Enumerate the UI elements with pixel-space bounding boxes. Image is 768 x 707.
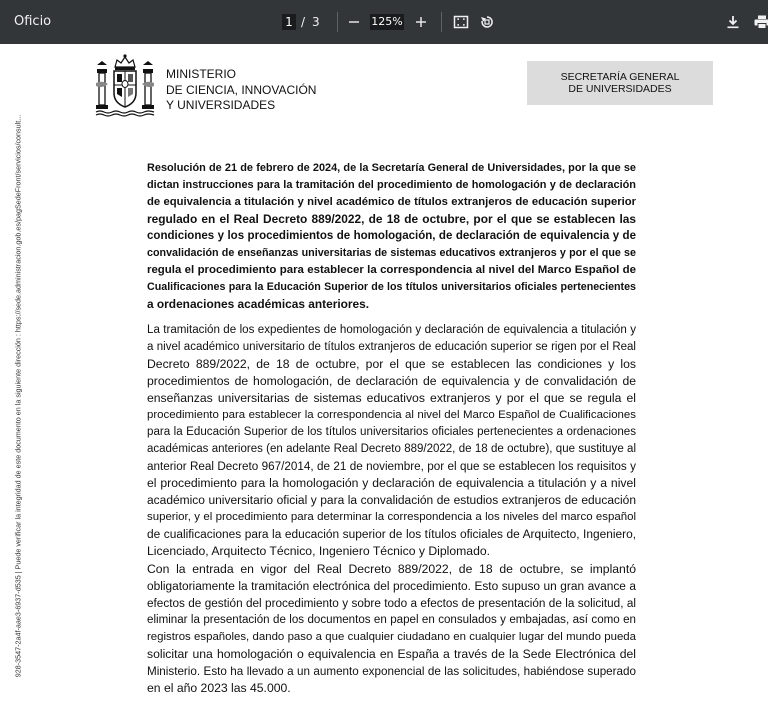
text-line: procedimientos de homologación, de declaración de equivalencia y de convalidación de — [147, 374, 636, 388]
zoom-in-button[interactable] — [411, 12, 431, 32]
print-icon — [754, 15, 768, 29]
text-line: convalidación de enseñanzas universitarias de sistemas educativos extranjeros y por el que se — [147, 247, 636, 259]
download-button[interactable] — [723, 12, 743, 32]
pdf-toolbar — [0, 0, 768, 44]
text-line: Cualificaciones para la Educación Superior de los títulos universitarios oficiales pertenecientes — [147, 281, 636, 293]
ministry-line: MINISTERIO — [166, 67, 237, 81]
paragraph-1 — [147, 322, 636, 560]
page-number-input[interactable]: 1 — [282, 14, 296, 30]
text-line: a ordenaciones académicas anteriores. — [147, 297, 370, 311]
coat-of-arms-icon — [94, 53, 156, 117]
text-line: condiciones y los procedimientos de homologación, de declaración de equivalencia y de — [147, 230, 636, 242]
total-pages: 3 — [312, 15, 320, 29]
text-line: académico universitario oficial y para la convalidación de estudios extranjeros de educación — [147, 493, 636, 507]
text-line: procedimiento para establecer la correspondencia al nivel del Marco Español de Cualificaciones — [147, 409, 636, 421]
text-line: regula el procedimiento para establecer la correspondencia al nivel del Marco Español de — [147, 264, 636, 276]
page-separator: / — [301, 15, 306, 29]
secretaria-line: SECRETARÍA GENERAL — [560, 71, 680, 83]
print-button[interactable] — [752, 12, 768, 32]
text-line: La tramitación de los expedientes de homologación y declaración de equivalencia a titulación y — [147, 324, 636, 336]
text-line: de cualificaciones para la educación superior de los títulos oficiales de Arquitecto, Ingeniero, — [147, 527, 636, 541]
fit-page-icon — [453, 14, 469, 30]
text-line: Licenciado, Arquitecto Técnico, Ingeniero Técnico y Diplomado. — [147, 544, 491, 558]
toolbar-divider — [441, 12, 442, 32]
text-line: dictan instrucciones para la tramitación del procedimiento de homologación y de declaración — [147, 179, 636, 191]
text-line: superior, y el procedimiento para determinar la correspondencia a los niveles del marco español — [147, 511, 636, 523]
text-line: Ministerio. Esto ha llevado a un aumento exponencial de las solicitudes, habiéndose superado — [147, 665, 636, 678]
text-line: para la Educación Superior de los títulos universitarios oficiales pertenecientes a ordenaciones — [147, 426, 636, 438]
text-line: Con la entrada en vigor del Real Decreto 889/2022, de 18 de octubre, se implantó — [147, 562, 636, 576]
side-note-text: 928-3547-2a4f-aae3-6937-d535 | Puede verificar la integridad de este documento en la siguiente dirección : https://sede.administracion.gob.es/pagSedeFront/servicios/consult... — [13, 114, 22, 678]
verification-side-note — [12, 86, 23, 706]
toolbar-divider — [337, 12, 338, 32]
secretaria-line: DE UNIVERSIDADES — [568, 83, 672, 95]
document-title: Oficio — [14, 14, 52, 29]
text-line: solicitar una homologación o equivalencia en España a través de la Sede Electrónica del — [147, 647, 636, 661]
text-line: anterior Real Decreto 967/2014, de 21 de noviembre, por el que se establecen los requisitos y — [147, 460, 636, 473]
text-line: enseñanzas universitarias de sistemas educativos extranjeros y por el que se regula el — [147, 391, 636, 405]
fit-to-page-button[interactable] — [451, 12, 471, 32]
minus-icon — [348, 16, 360, 28]
text-line: efectos de gestión del procedimiento y sobre todo a efectos de presentación de la solicitud, al — [147, 597, 636, 610]
ministry-line: DE CIENCIA, INNOVACIÓN — [166, 82, 317, 97]
text-line: obligatoriamente la tramitación electrónica del procedimiento. Esto supuso un gran avance a — [147, 579, 636, 593]
text-line: en el año 2023 las 45.000. — [147, 681, 291, 695]
ministry-line: Y UNIVERSIDADES — [166, 98, 276, 112]
plus-icon — [415, 16, 427, 28]
download-icon — [726, 15, 740, 29]
text-line: eliminar la presentación de los documentos en papel en consulados y embajadas, así como en — [147, 614, 636, 626]
ministry-name — [166, 67, 316, 114]
text-line: Resolución de 21 de febrero de 2024, de la Secretaría General de Universidades, por la que se — [147, 162, 636, 174]
zoom-out-button[interactable] — [344, 12, 364, 32]
rotate-button[interactable] — [477, 12, 497, 32]
rotate-icon — [479, 14, 495, 30]
text-line: registros españoles, dando paso a que cualquier ciudadano en cualquier lugar del mundo pueda — [147, 631, 636, 643]
text-line: a nivel académico universitario de títulos extranjeros de educación superior se rigen por el Real — [147, 341, 636, 353]
text-line: regulado en el Real Decreto 889/2022, de 18 de octubre, por el que se establecen las — [147, 212, 636, 226]
text-line: de equivalencia a titulación y nivel académico de títulos extranjeros de educación superior — [147, 196, 636, 208]
text-line: Decreto 889/2022, de 18 de octubre, por el que se establecen las condiciones y los — [147, 357, 636, 371]
text-line: el procedimiento para la homologación y declaración de equivalencia a titulación y a nivel — [147, 476, 636, 490]
zoom-level-input[interactable]: 125% — [371, 15, 403, 28]
resolution-title — [147, 160, 636, 313]
paragraph-2 — [147, 561, 636, 697]
text-line: académicas anteriores (en adelante Real Decreto 889/2022, de 18 de octubre), que sustituye al — [147, 443, 636, 455]
secretaria-general-box — [527, 61, 713, 105]
